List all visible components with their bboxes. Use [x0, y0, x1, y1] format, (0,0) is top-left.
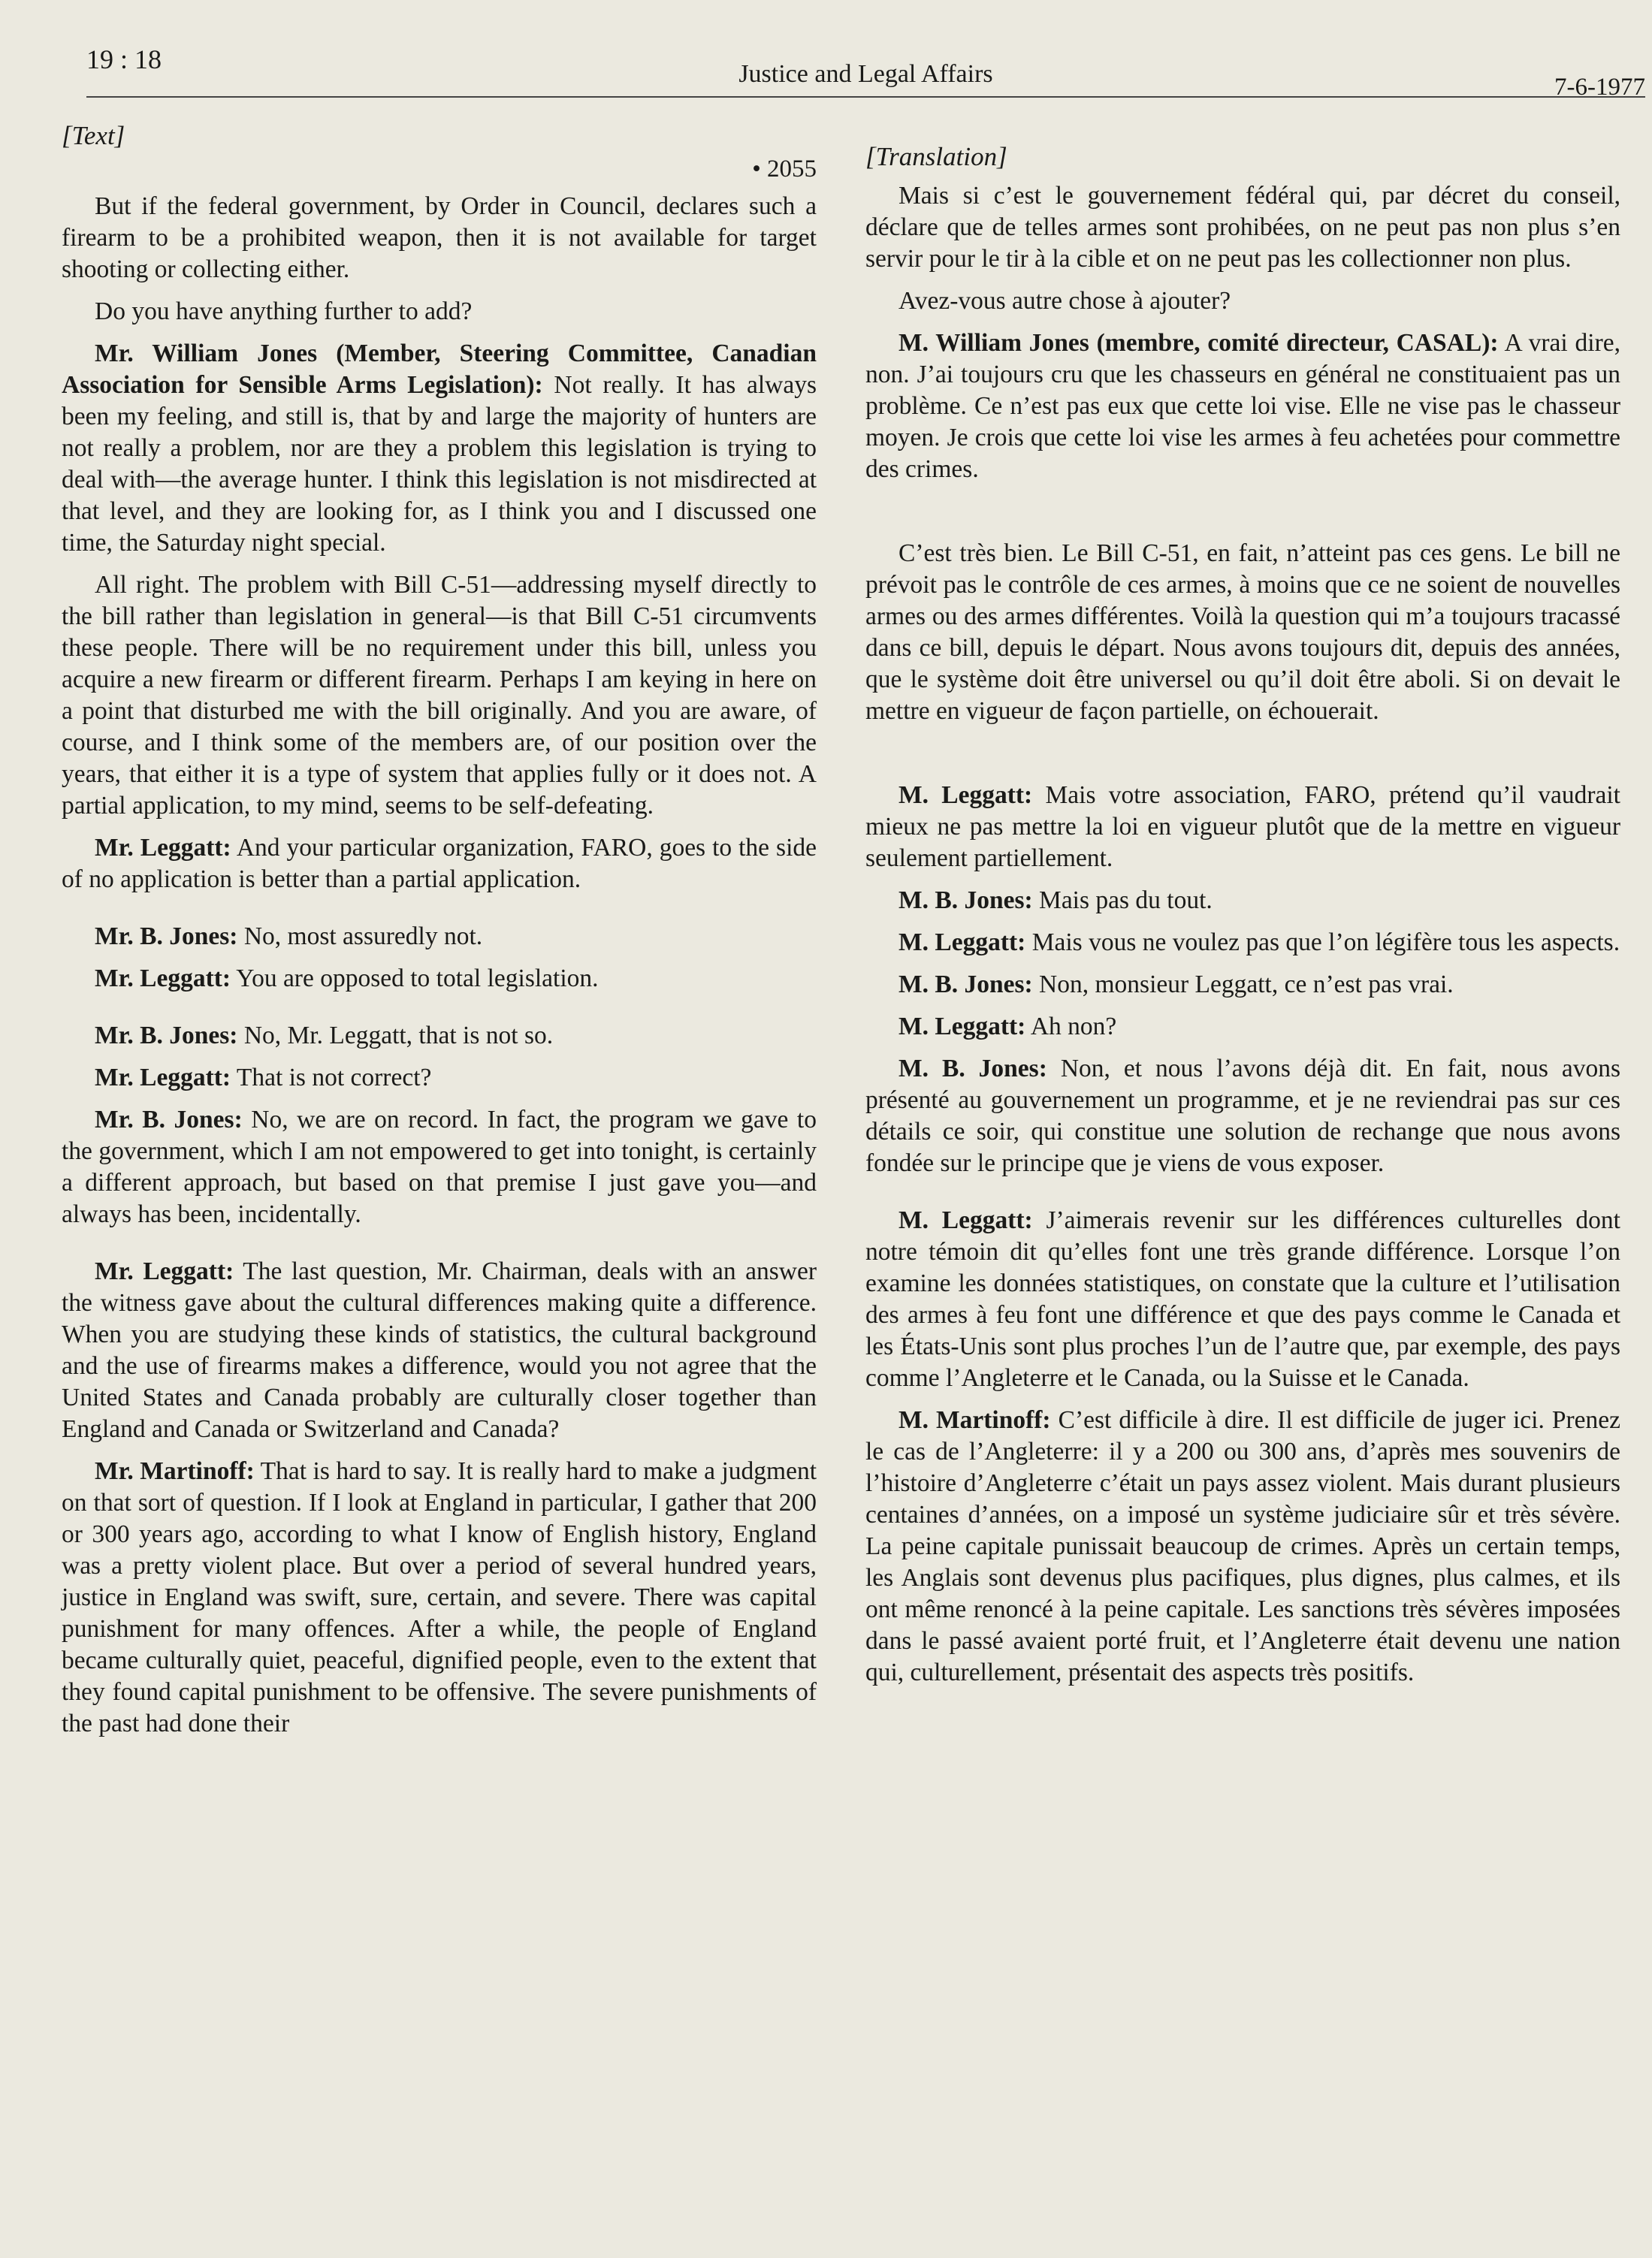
speech-text: Mais votre association, FARO, prétend qu’il vaudrait mieux ne pas mettre la loi en vigueur plutôt que de la mettre en vigueur seulement partiellement.	[865, 781, 1620, 872]
speaker-name: M. Leggatt:	[898, 1206, 1033, 1234]
speech-text: No, Mr. Leggatt, that is not so.	[237, 1022, 554, 1049]
speaker-name: Mr. B. Jones:	[95, 1022, 238, 1049]
speaker-name: M. B. Jones:	[898, 971, 1033, 998]
paragraph: Avez-vous autre chose à ajouter?	[898, 287, 1231, 315]
speech-text: Not really. It has always been my feeling, and still is, that by and large the majority of hunters are not really a problem, nor are they a problem this legislation is trying to deal with—the average hunter. I think this legislation is not misdirected at that level, and they are looking for, as I think you and I discussed one time, the Saturday night special.	[62, 371, 817, 557]
speech-text: Non, monsieur Leggatt, ce n’est pas vrai.	[1032, 971, 1454, 998]
speech-text: That is hard to say. It is really hard to make a judgment on that sort of question. If I look at England in particular, I gather that 200 or 300 years ago, according to what I know of English history, England was a pretty violent place. But over a period of several hundred years, justice in England was swift, sure, certain, and severe. There was capital punishment for many offences. After a while, the people of England became culturally quiet, peaceful, dignified people, even to the extent that they found capital punishment to be offensive. The severe punishments of the past had done their	[62, 1457, 817, 1737]
section-label-translation: [Translation]	[865, 142, 1007, 171]
header-date: 7-6-1977	[1554, 74, 1645, 101]
paragraph	[62, 1256, 817, 1445]
time-marker: • 2055	[752, 155, 817, 183]
paragraph: Do you have anything further to add?	[95, 297, 473, 325]
paragraph	[62, 1456, 817, 1740]
paragraph	[62, 1062, 817, 1094]
speech-text: And your particular organization, FARO, goes to the side of no application is better than a partial application.	[62, 834, 817, 893]
paragraph	[62, 1104, 817, 1230]
paragraph	[62, 921, 817, 952]
speech-text: A vrai dire, non. J’ai toujours cru que les chasseurs en général ne constituaient pas un problème. Ce n’est pas eux que cette loi vise. Elle ne vise pas le chasseur moyen. Je crois que cette loi vise les armes à feu achetées pour commettre des crimes.	[865, 329, 1620, 483]
paragraph: But if the federal government, by Order in Council, declares such a firearm to be a prohibited weapon, then it is not available for target shooting or collecting either.	[62, 192, 817, 283]
paragraph	[62, 832, 817, 895]
paragraph	[62, 338, 817, 559]
speech-text: Non, et nous l’avons déjà dit. En fait, nous avons présenté au gouvernement un programme, et je ne reviendrai pas sur ces détails ce soir, qui constitue une solution de rechange que nous avons fondée sur le principe que je viens de vous exposer.	[865, 1055, 1621, 1177]
english-column	[62, 120, 817, 1750]
speech-text: C’est difficile à dire. Il est difficile de juger ici. Prenez le cas de l’Angleterre: il y a 200 ou 300 ans, d’après mes souvenirs de l’histoire d’Angleterre c’était un pays assez violent. Mais durant plusieurs centaines d’années, on a imposé un système judiciaire sûr et très sévère. La peine capitale punissait beaucoup de crimes. Après un certain temps, les Anglais sont devenus plus pacifiques, plus dignes, plus calmes, et ils ont même renoncé à la peine capitale. Les sanctions très sévères imposées dans le passé avaient porté fruit, et l’Angleterre était devenu une nation qui, culturellement, présentait des aspects très positifs.	[865, 1406, 1621, 1686]
page-number: 19 : 18	[86, 44, 162, 74]
paragraph	[865, 1011, 1620, 1043]
speaker-name: Mr. Leggatt:	[95, 1257, 234, 1285]
speech-text: That is not correct?	[231, 1064, 432, 1091]
speaker-name: Mr. B. Jones:	[95, 1106, 243, 1134]
speaker-name: Mr. Leggatt:	[95, 834, 231, 862]
speaker-name: Mr. William Jones (Member, Steering Committee, Canadian Association for Sensible Arms Legislation):	[62, 340, 817, 399]
paragraph	[865, 1053, 1620, 1179]
french-column	[865, 120, 1620, 1699]
speech-text: No, most assuredly not.	[237, 922, 483, 950]
paragraph	[865, 927, 1620, 958]
speech-text: Mais pas du tout.	[1032, 886, 1213, 914]
paragraph	[865, 328, 1620, 485]
speech-text: Mais vous ne voulez pas que l’on légifère tous les aspects.	[1025, 928, 1620, 956]
speaker-name: M. B. Jones:	[898, 1055, 1047, 1082]
paragraph: C’est très bien. Le Bill C-51, en fait, n’atteint pas ces gens. Le bill ne prévoit pas le contrôle de ces armes, à moins que ce ne soient de nouvelles armes ou des armes différentes. Voilà la question qui m’a toujours tracassé dans ce bill, depuis le départ. Nous avons toujours dit, depuis des années, que le système doit être universel ou qu’il doit être aboli. Si on devait le mettre en vigueur de façon partielle, on échouerait.	[865, 539, 1620, 725]
paragraph	[865, 1205, 1620, 1394]
speaker-name: M. Leggatt:	[898, 1013, 1026, 1040]
speaker-name: Mr. Leggatt:	[95, 964, 231, 992]
paragraph: Mais si c’est le gouvernement fédéral qui, par décret du conseil, déclare que de telles armes sont prohibées, on ne peut pas non plus s’en servir pour le tir à la cible et on ne peut pas les collectionner non plus.	[865, 182, 1620, 273]
paragraph	[865, 969, 1620, 1001]
speaker-name: M. William Jones (membre, comité directeur, CASAL):	[898, 329, 1499, 357]
paragraph	[865, 1405, 1620, 1689]
running-title: Justice and Legal Affairs	[738, 60, 993, 88]
speech-text: No, we are on record. In fact, the program we gave to the government, which I am not empowered to get into tonight, is certainly a different approach, but based on that premise I just gave you—and always has been, incidentally.	[62, 1106, 817, 1228]
speech-text: Ah non?	[1025, 1013, 1117, 1040]
section-label-text: [Text]	[62, 121, 125, 150]
speaker-name: Mr. Martinoff:	[95, 1457, 255, 1485]
speaker-name: Mr. B. Jones:	[95, 922, 238, 950]
paragraph	[865, 780, 1620, 874]
speaker-name: M. Martinoff:	[898, 1406, 1051, 1434]
speech-text: You are opposed to total legislation.	[231, 964, 599, 992]
paragraph	[62, 963, 817, 995]
paragraph	[62, 1020, 817, 1052]
speech-text: J’aimerais revenir sur les différences culturelles dont notre témoin dit qu’elles font une très grande différence. Lorsque l’on examine les données statistiques, on constate que la culture et l’utilisation des armes à feu font une différence et que des pays comme le Canada et les États-Unis sont plus proches l’un de l’autre que, par exemple, des pays comme l’Angleterre et le Canada, ou la Suisse et le Canada.	[865, 1206, 1620, 1392]
speech-text: The last question, Mr. Chairman, deals with an answer the witness gave about the cultural differences making quite a difference. When you are studying these kinds of statistics, the cultural background and the use of firearms makes a difference, would you not agree that the United States and Canada probably are culturally closer together than England and Canada or Switzerland and Canada?	[62, 1257, 817, 1443]
paragraph: All right. The problem with Bill C-51—addressing myself directly to the bill rather than legislation in general—is that Bill C-51 circumvents these people. There will be no requirement under this bill, unless you acquire a new firearm or different firearm. Perhaps I am keying in here on a point that disturbed me with the bill originally. And you are aware, of course, and I think some of the members are, of our position over the years, that either it is a type of system that applies fully or it does not. A partial application, to my mind, seems to be self-defeating.	[62, 571, 817, 820]
page-header	[86, 44, 1645, 101]
speaker-name: M. B. Jones:	[898, 886, 1033, 914]
speaker-name: M. Leggatt:	[898, 781, 1033, 809]
speaker-name: M. Leggatt:	[898, 928, 1026, 956]
speaker-name: Mr. Leggatt:	[95, 1064, 231, 1091]
paragraph	[865, 885, 1620, 916]
